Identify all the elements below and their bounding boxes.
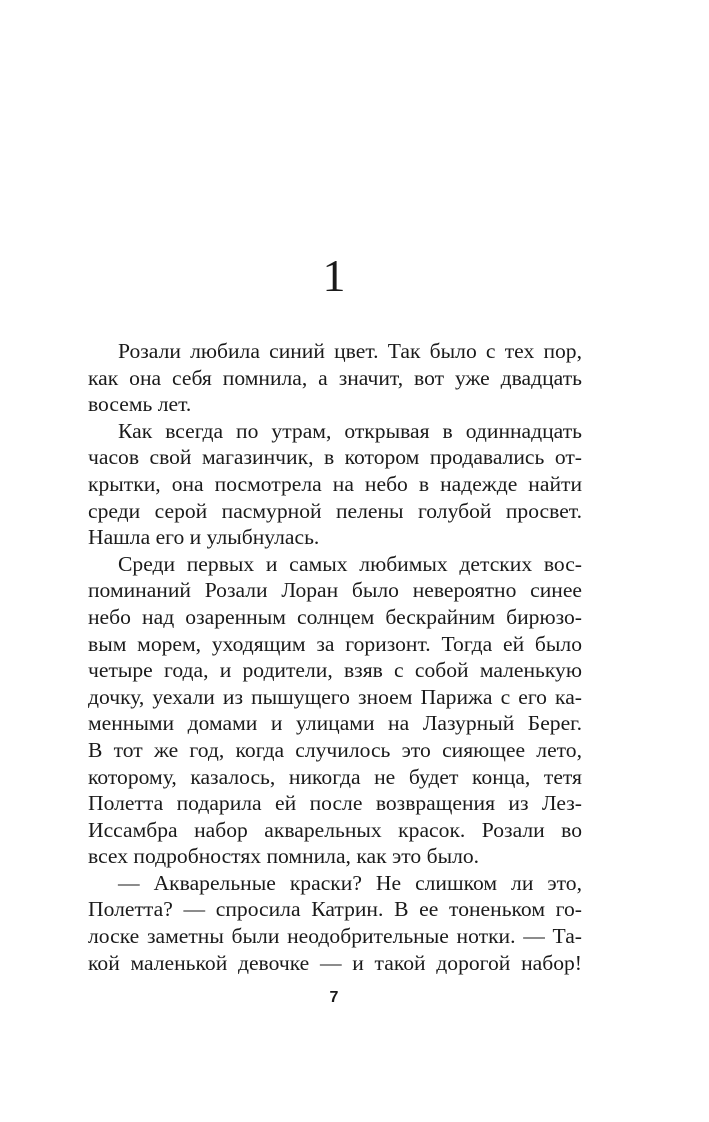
text-line: крытки, она посмотрела на небо в надежде найти [88,471,582,496]
text-line: поминаний Розали Лоран было невероятно синее [88,578,582,603]
text-line: кой маленькой девочке — и такой дорогой набор! [88,950,582,975]
text-line: часов свой магазинчик, в котором продавались от- [88,445,582,470]
text-line: Полетта? — спросила Катрин. В ее тоненьком го- [88,897,582,922]
text-line: Розали любила синий цвет. Так было с тех пор, [118,339,582,363]
text-line: — Акварельные краски? Не слишком ли это, [118,870,582,895]
paragraph [88,338,582,418]
text-line: Среди первых и самых любимых детских вос- [118,551,582,576]
text-line: дочку, уехали из пышущего зноем Парижа с его ка- [88,684,582,709]
paragraph [88,870,582,976]
text-line: Иссамбра набор акварельных красок. Розали во [88,817,582,842]
text-line: менными домами и улицами на Лазурный Берег. [88,711,582,736]
paragraph [88,418,582,551]
text-line: которому, казалось, никогда не будет конца, тетя [88,764,582,789]
text-line: среди серой пасмурной пелены голубой просвет. [88,498,582,523]
text-line: как она себя помнила, а значит, вот уже двадцать [88,365,582,390]
text-line: вым морем, уходящим за горизонт. Тогда ей было [88,631,582,656]
text-line: Нашла его и улыбнулась. [88,525,320,550]
chapter-text [88,338,582,976]
text-line: лоске заметны были неодобрительные нотки. — Та- [88,924,582,949]
paragraph [88,551,582,870]
text-line: четыре года, и родители, взяв с собой маленькую [88,658,582,683]
page-number: 7 [329,989,339,1006]
chapter-number: 1 [322,250,346,301]
text-line: восемь лет. [88,392,192,417]
text-line: небо над озаренным солнцем бескрайним бирюзо- [88,604,582,629]
text-line: Полетта подарила ей после возвращения из Лез- [88,791,582,816]
text-line: всех подробностях помнила, как это было. [88,844,480,869]
text-line: Как всегда по утрам, открывая в одиннадцать [118,418,582,443]
text-line: В тот же год, когда случилось это сияющее лето, [88,737,582,762]
